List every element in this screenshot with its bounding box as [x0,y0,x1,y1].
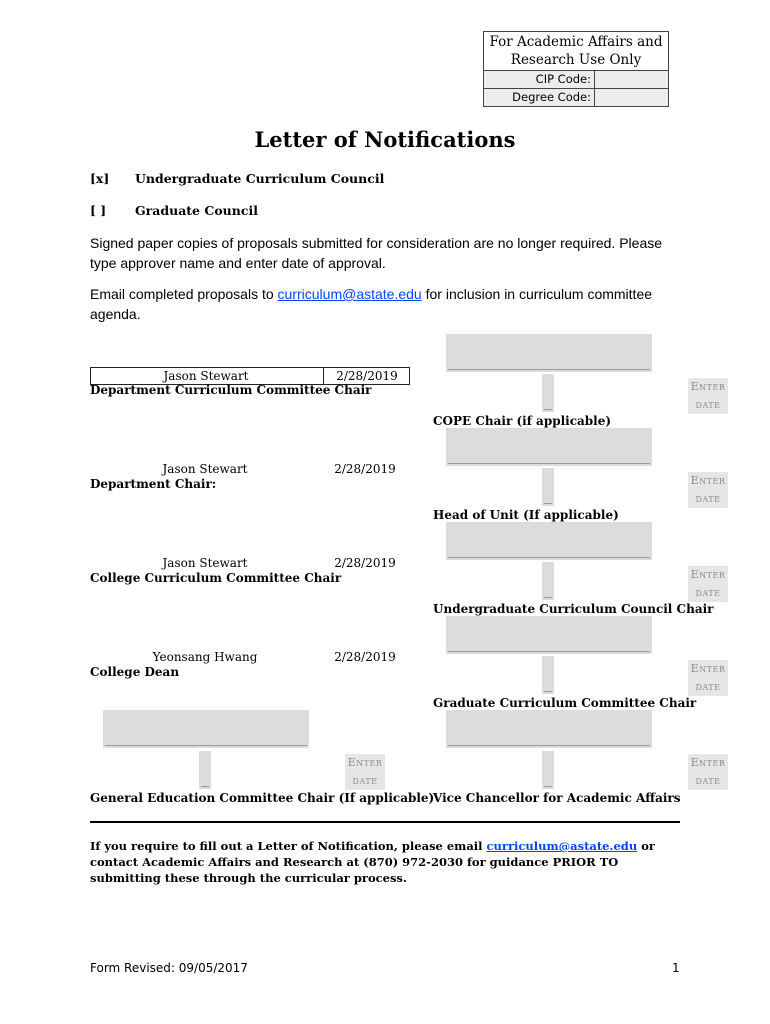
signer-date[interactable]: 2/28/2019 [334,556,396,570]
signature-row-college-curriculum [90,555,408,571]
gen-ed-date-field[interactable] [345,754,385,790]
enter-date-text: Enter [690,568,726,581]
council-graduate-label: Graduate Council [135,203,258,218]
cip-code-row [484,71,668,89]
degree-code-field[interactable] [595,89,668,106]
enter-date-text: Enter [347,756,383,769]
council-graduate-checkbox[interactable]: [ ] [90,203,107,218]
vc-date-field[interactable] [688,754,728,790]
footer-email-link[interactable]: curriculum@astate.edu [486,839,638,853]
academic-affairs-use-box [483,31,669,107]
signer-name[interactable]: Yeonsang Hwang [152,650,258,664]
vc-signature-field[interactable] [542,751,554,789]
gcc-chair-signature-field[interactable] [542,656,554,694]
enter-date-text: Enter [690,662,726,675]
ucc-chair-signature-field[interactable] [542,562,554,600]
footer-note [90,838,680,886]
gen-ed-name-field[interactable] [103,710,309,748]
signer-date[interactable]: 2/28/2019 [334,462,396,476]
footer-note-pre: If you require to fill out a Letter of Notification, please email [90,839,487,853]
signer-name[interactable]: Jason Stewart [163,369,249,383]
role-head-of-unit: Head of Unit (If applicable) [433,508,619,522]
cip-code-label: CIP Code: [484,71,595,88]
signature-row-dept-chair [90,461,408,477]
council-graduate [90,203,258,218]
gen-ed-signature-field[interactable] [199,751,211,789]
signer-name[interactable]: Jason Stewart [162,556,248,570]
enter-date-text: date [695,586,721,599]
role-gen-ed-chair: General Education Committee Chair (If applicable) [90,791,435,805]
enter-date-text: date [695,492,721,505]
role-college-dean: College Dean [90,665,180,679]
email-paragraph [90,284,680,324]
role-vice-chancellor: Vice Chancellor for Academic Affairs [433,791,681,805]
enter-date-text: date [352,774,378,787]
cip-code-field[interactable] [595,71,668,88]
role-cope-chair: COPE Chair (if applicable) [433,414,612,428]
divider [90,821,680,823]
curriculum-email-link[interactable]: curriculum@astate.edu [277,286,422,302]
ucc-chair-date-field[interactable] [688,566,728,602]
enter-date-text: date [695,774,721,787]
gcc-chair-name-field[interactable] [446,616,652,654]
cope-name-field[interactable] [446,334,652,372]
page-number: 1 [672,961,680,975]
degree-code-label: Degree Code: [484,89,595,106]
footer-note-post: or contact Academic Affairs and Research at (870) 972-2030 for guidance PRIOR TO submitting these through the curricular process. [90,839,655,885]
enter-date-text: Enter [690,756,726,769]
enter-date-text: Enter [690,474,726,487]
use-box-title: For Academic Affairs and Research Use Only [484,32,668,71]
role-gcc-chair: Graduate Curriculum Committee Chair [433,696,697,710]
council-undergraduate [90,171,384,186]
signer-date[interactable]: 2/28/2019 [323,368,410,384]
head-of-unit-signature-field[interactable] [542,468,554,506]
vc-name-field[interactable] [446,710,652,748]
cope-date-field[interactable] [688,378,728,414]
head-of-unit-date-field[interactable] [688,472,728,508]
cope-signature-field[interactable] [542,374,554,412]
enter-date-text: date [695,398,721,411]
instructions-paragraph: Signed paper copies of proposals submitted for consideration are no longer required. Please type approver name and enter date of approval. [90,235,663,271]
email-paragraph-post: for inclusion in curriculum committee agenda. [90,286,653,322]
signature-row-college-dean [90,649,408,665]
council-undergraduate-checkbox[interactable]: [x] [90,171,110,186]
enter-date-text: date [695,680,721,693]
gcc-chair-date-field[interactable] [688,660,728,696]
signer-date[interactable]: 2/28/2019 [334,650,396,664]
ucc-chair-name-field[interactable] [446,522,652,560]
council-undergraduate-label: Undergraduate Curriculum Council [135,171,385,186]
role-ucc-chair: Undergraduate Curriculum Council Chair [433,602,714,616]
role-dept-chair: Department Chair: [90,477,217,491]
page-title: Letter of Notifications [254,127,516,152]
enter-date-text: Enter [690,380,726,393]
head-of-unit-name-field[interactable] [446,428,652,466]
role-college-curriculum-chair: College Curriculum Committee Chair [90,571,342,585]
degree-code-row [484,89,668,106]
signer-name[interactable]: Jason Stewart [162,462,248,476]
role-dept-curriculum-chair: Department Curriculum Committee Chair [90,383,372,397]
form-revised: Form Revised: 09/05/2017 [90,961,248,975]
email-paragraph-pre: Email completed proposals to [90,286,278,302]
